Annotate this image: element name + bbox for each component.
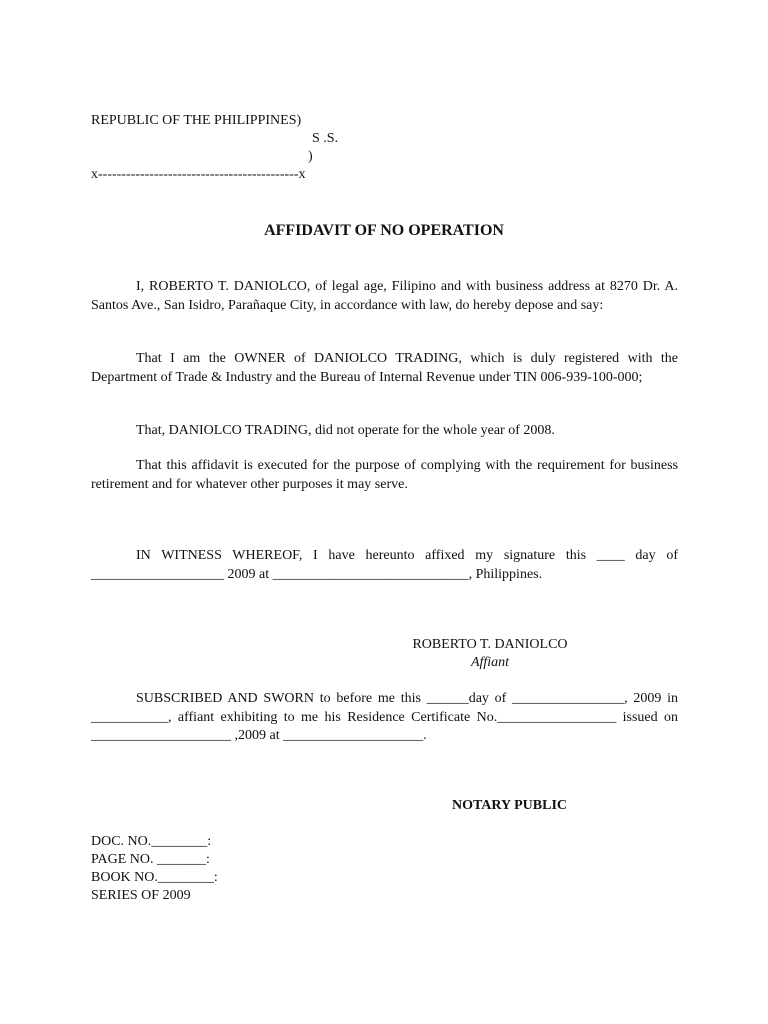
series-field: SERIES OF 2009 (91, 888, 191, 903)
purpose-paragraph: That this affidavit is executed for the purpose of complying with the requirement for business retirement and for whatever other purposes it may serve. (91, 458, 678, 492)
closing-parenthesis: ) (308, 149, 313, 164)
owner-paragraph: That I am the OWNER of DANIOLCO TRADING, which is duly registered with the Department of Trade & Industry and the Bureau of Internal Revenue under TIN 006-939-100-000; (91, 351, 678, 385)
notary-public-label: NOTARY PUBLIC (452, 798, 568, 813)
affiant-role: Affiant (470, 655, 510, 670)
witness-paragraph: IN WITNESS WHEREOF, I have hereunto affixed my signature this ____ day of ___________________ 2009 at ____________________________, Philippines. (91, 548, 678, 582)
no-operation-paragraph: That, DANIOLCO TRADING, did not operate for the whole year of 2008. (136, 423, 555, 438)
doc-no-field: DOC. NO.________: (91, 834, 212, 849)
republic-heading: REPUBLIC OF THE PHILIPPINES) (91, 113, 302, 128)
header-divider: x-------------------------------------------x (91, 167, 306, 182)
page-no-field: PAGE NO. _______: (91, 852, 210, 867)
book-no-field: BOOK NO.________: (91, 870, 218, 885)
affiant-name: ROBERTO T. DANIOLCO (412, 637, 568, 652)
ss-mark: S .S. (312, 131, 339, 146)
jurat-paragraph: SUBSCRIBED AND SWORN to before me this ______day of ________________, 2009 in ___________, affiant exhibiting to me his Residence Certificate No._________________ issued on ____________________ ,2009 at ____________________. (91, 691, 678, 743)
document-title: AFFIDAVIT OF NO OPERATION (264, 222, 504, 239)
intro-paragraph: I, ROBERTO T. DANIOLCO, of legal age, Filipino and with business address at 8270 Dr. A. Santos Ave., San Isidro, Parañaque City, in accordance with law, do hereby depose and say: (91, 279, 678, 313)
